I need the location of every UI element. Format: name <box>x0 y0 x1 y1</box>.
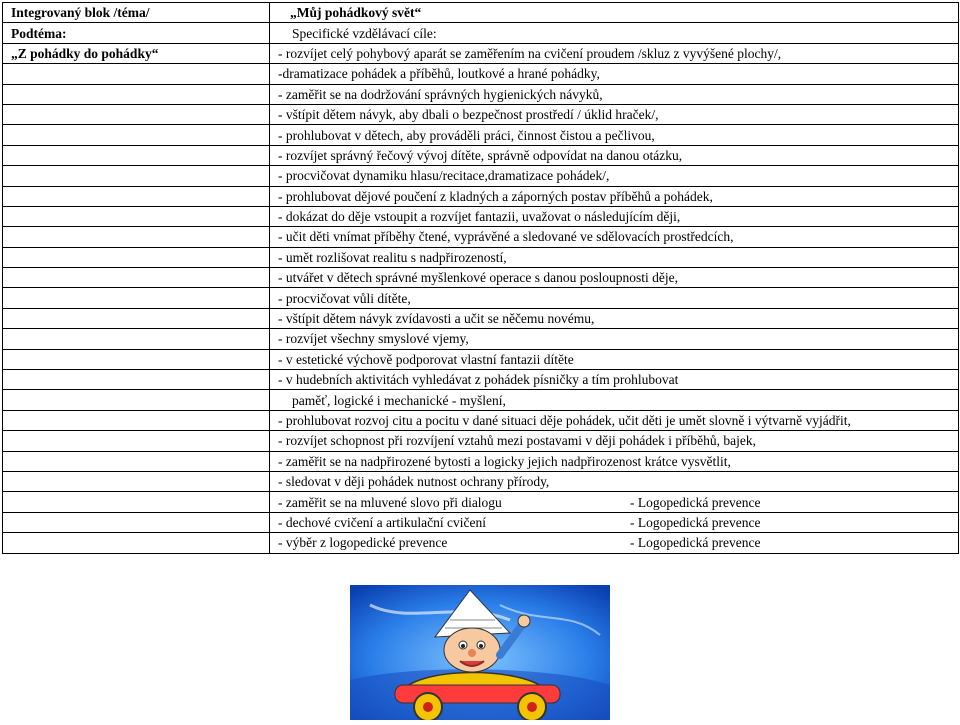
goal-text: - výběr z logopedické prevence <box>278 535 448 551</box>
goal-row <box>3 125 959 145</box>
goal-row <box>3 145 959 165</box>
goals-heading: Specifické vzdělávací cíle: <box>270 23 959 43</box>
subtopic-title: „Z pohádky do pohádky“ <box>3 43 270 63</box>
goal-text: - umět rozlišovat realitu s nadpřirozeností, <box>270 247 959 267</box>
goal-text: - dokázat do děje vstoupit a rozvíjet fantazii, uvažovat o následujícím ději, <box>270 206 959 226</box>
goal-row <box>3 206 959 226</box>
goal-text: - zaměřit se na dodržování správných hygienických návyků, <box>270 84 959 104</box>
goal-text: - vštípit dětem návyk zvídavosti a učit se něčemu novému, <box>270 308 959 328</box>
goal-text: - zaměřit se na nadpřirozené bytosti a logicky jejich nadpřirozenost krátce vysvětlit, <box>270 451 959 471</box>
goal-row <box>3 43 959 63</box>
goal-row <box>3 186 959 206</box>
goal-text: - zaměřit se na mluvené slovo při dialogu <box>278 494 502 510</box>
goal-row <box>3 84 959 104</box>
prevention-label: - Logopedická prevence <box>630 514 761 530</box>
goal-row <box>3 329 959 349</box>
goal-row <box>3 349 959 369</box>
goal-row <box>3 227 959 247</box>
goal-row <box>3 390 959 410</box>
prevention-label: - Logopedická prevence <box>630 535 761 551</box>
goal-text: - procvičovat vůli dítěte, <box>270 288 959 308</box>
goal-text: - sledovat v ději pohádek nutnost ochrany přírody, <box>270 471 959 491</box>
paired-goal-row <box>3 492 959 512</box>
goal-row <box>3 410 959 430</box>
goal-text: - procvičovat dynamiku hlasu/recitace,dramatizace pohádek/, <box>270 166 959 186</box>
goal-text: - v hudebních aktivitách vyhledávat z pohádek písničky a tím prohlubovat <box>270 370 959 390</box>
goal-row <box>3 288 959 308</box>
goal-text: - prohlubovat rozvoj citu a pocitu v dané situaci děje pohádek, učit děti je umět slovně i výtvarně vyjádřit, <box>270 410 959 430</box>
goal-text: - učit děti vnímat příběhy čtené, vyprávěné a sledované ve sdělovacích prostředcích, <box>270 227 959 247</box>
subtopic-label: Podtéma: <box>3 23 270 43</box>
goal-row <box>3 64 959 84</box>
goal-row <box>3 166 959 186</box>
illustration <box>350 585 610 720</box>
goal-text: - vštípit dětem návyk, aby dbali o bezpečnost prostředí / úklid hraček/, <box>270 104 959 124</box>
goal-text: - prohlubovat v dětech, aby prováděli práci, činnost čistou a pečlivou, <box>270 125 959 145</box>
goal-row <box>3 370 959 390</box>
paired-goal-row <box>3 533 959 553</box>
goal-row <box>3 471 959 491</box>
goal-text: - rozvíjet schopnost při rozvíjení vztahů mezi postavami v ději pohádek i příběhů, bajek, <box>270 431 959 451</box>
goal-row <box>3 451 959 471</box>
goal-row <box>3 247 959 267</box>
goal-text: - rozvíjet správný řečový vývoj dítěte, správně odpovídat na danou otázku, <box>270 145 959 165</box>
header-row-1 <box>3 3 959 23</box>
goal-text: - rozvíjet celý pohybový aparát se zaměřením na cvičení proudem /skluz z vyvýšené plochy/, <box>270 43 959 63</box>
goal-row <box>3 268 959 288</box>
goal-row <box>3 104 959 124</box>
goal-text: - v estetické výchově podporovat vlastní fantazii dítěte <box>270 349 959 369</box>
block-label: Integrovaný blok /téma/ <box>3 3 270 23</box>
goal-text: - rozvíjet všechny smyslové vjemy, <box>270 329 959 349</box>
block-title: „Můj pohádkový svět“ <box>270 3 959 23</box>
header-row-2 <box>3 23 959 43</box>
goal-text: - utvářet v dětech správné myšlenkové operace s danou posloupnosti děje, <box>270 268 959 288</box>
cartoon-boy-in-car-icon <box>350 585 610 720</box>
goal-text: - prohlubovat dějové poučení z kladných a záporných postav příběhů a pohádek, <box>270 186 959 206</box>
goal-row <box>3 431 959 451</box>
goal-text: paměť, logické i mechanické - myšlení, <box>270 390 959 410</box>
prevention-label: - Logopedická prevence <box>630 494 761 510</box>
goal-text: - dechové cvičení a artikulační cvičení <box>278 514 487 530</box>
curriculum-table <box>2 2 959 554</box>
goal-row <box>3 308 959 328</box>
goal-text: -dramatizace pohádek a příběhů, loutkové a hrané pohádky, <box>270 64 959 84</box>
paired-goal-row <box>3 512 959 532</box>
